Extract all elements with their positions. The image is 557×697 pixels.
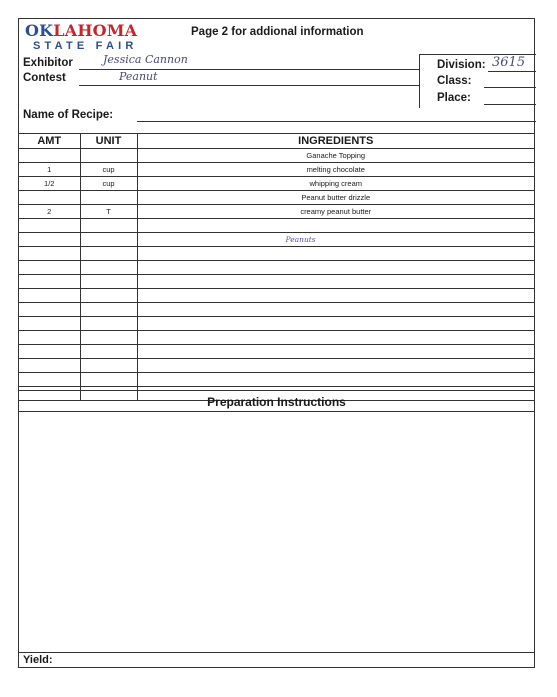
table-row: [19, 317, 534, 331]
unit-cell: cup: [80, 177, 137, 191]
amt-cell: 2: [19, 205, 80, 219]
table-row: [19, 373, 534, 387]
ingredient-cell: [137, 219, 534, 233]
table-row: [19, 261, 534, 275]
oklahoma-state-fair-logo: [25, 23, 138, 53]
amt-header: AMT: [19, 134, 80, 149]
table-row: [19, 331, 534, 345]
unit-cell: T: [80, 205, 137, 219]
yield-row: [19, 652, 534, 667]
table-row: [19, 303, 534, 317]
ingredient-cell: Peanut butter drizzle: [137, 191, 534, 205]
unit-cell: [80, 191, 137, 205]
ingredient-cell: [137, 345, 534, 359]
table-row: [19, 275, 534, 289]
recipe-name-label: Name of Recipe:: [23, 109, 114, 121]
exhibitor-value: Jessica Cannon: [103, 53, 188, 66]
unit-cell: [80, 373, 137, 387]
table-row: [19, 233, 534, 247]
ingredient-cell-handwritten: Peanuts: [137, 233, 534, 247]
unit-cell: [80, 149, 137, 163]
ingredient-cell: [137, 289, 534, 303]
unit-cell: [80, 331, 137, 345]
class-line: [484, 87, 536, 88]
amt-cell: [19, 219, 80, 233]
table-row: [19, 205, 534, 219]
unit-cell: cup: [80, 163, 137, 177]
contest-line: [79, 85, 419, 86]
amt-cell: [19, 373, 80, 387]
table-row: [19, 191, 534, 205]
division-label: Division:: [437, 59, 486, 71]
ingredient-cell: [137, 359, 534, 373]
amt-cell: 1/2: [19, 177, 80, 191]
unit-cell: [80, 303, 137, 317]
division-line: [488, 71, 536, 72]
amt-cell: [19, 345, 80, 359]
unit-cell: [80, 317, 137, 331]
ingredient-cell: Ganache Topping: [137, 149, 534, 163]
logo-bottom-text: STATE FAIR: [33, 40, 138, 52]
unit-cell: [80, 233, 137, 247]
ingredient-cell: [137, 261, 534, 275]
yield-label: Yield:: [23, 654, 53, 666]
class-label: Class:: [437, 75, 472, 87]
amt-cell: [19, 233, 80, 247]
amt-cell: [19, 275, 80, 289]
unit-cell: [80, 289, 137, 303]
unit-cell: [80, 275, 137, 289]
amt-cell: [19, 317, 80, 331]
table-row: [19, 289, 534, 303]
table-row: [19, 359, 534, 373]
division-value: 3615: [492, 55, 526, 70]
table-row: [19, 149, 534, 163]
amt-cell: [19, 261, 80, 275]
recipe-name-line: [137, 121, 536, 122]
preparation-area: [19, 412, 534, 652]
ingredient-cell: melting chocolate: [137, 163, 534, 177]
amt-cell: [19, 289, 80, 303]
amt-cell: [19, 149, 80, 163]
unit-cell: [80, 345, 137, 359]
ingredient-cell: [137, 317, 534, 331]
ingredients-header-row: [19, 134, 534, 149]
exhibitor-label: Exhibitor: [23, 57, 73, 69]
place-label: Place:: [437, 92, 471, 104]
amt-cell: [19, 359, 80, 373]
contest-label: Contest: [23, 72, 66, 84]
ingredient-cell: [137, 275, 534, 289]
unit-header: UNIT: [80, 134, 137, 149]
unit-cell: [80, 219, 137, 233]
table-row: [19, 247, 534, 261]
preparation-heading: Preparation Instructions: [19, 390, 534, 412]
table-row: [19, 219, 534, 233]
table-row: [19, 163, 534, 177]
contest-value: Peanut: [119, 70, 158, 83]
ingredient-cell: [137, 247, 534, 261]
amt-cell: [19, 191, 80, 205]
page-title: Page 2 for addional information: [191, 26, 364, 38]
ingredient-cell: [137, 373, 534, 387]
ingredients-table: [19, 133, 534, 401]
amt-cell: [19, 247, 80, 261]
ingredients-header: INGREDIENTS: [137, 134, 534, 149]
amt-cell: [19, 303, 80, 317]
ingredient-cell: [137, 331, 534, 345]
table-row: [19, 345, 534, 359]
ingredient-cell: [137, 303, 534, 317]
logo-top-text: OKLAHOMA: [25, 21, 138, 40]
table-row: [19, 177, 534, 191]
unit-cell: [80, 261, 137, 275]
unit-cell: [80, 359, 137, 373]
unit-cell: [80, 247, 137, 261]
amt-cell: 1: [19, 163, 80, 177]
entry-form: [18, 18, 535, 668]
ingredient-cell: whipping cream: [137, 177, 534, 191]
ingredient-cell: creamy peanut butter: [137, 205, 534, 219]
place-line: [484, 104, 536, 105]
amt-cell: [19, 331, 80, 345]
